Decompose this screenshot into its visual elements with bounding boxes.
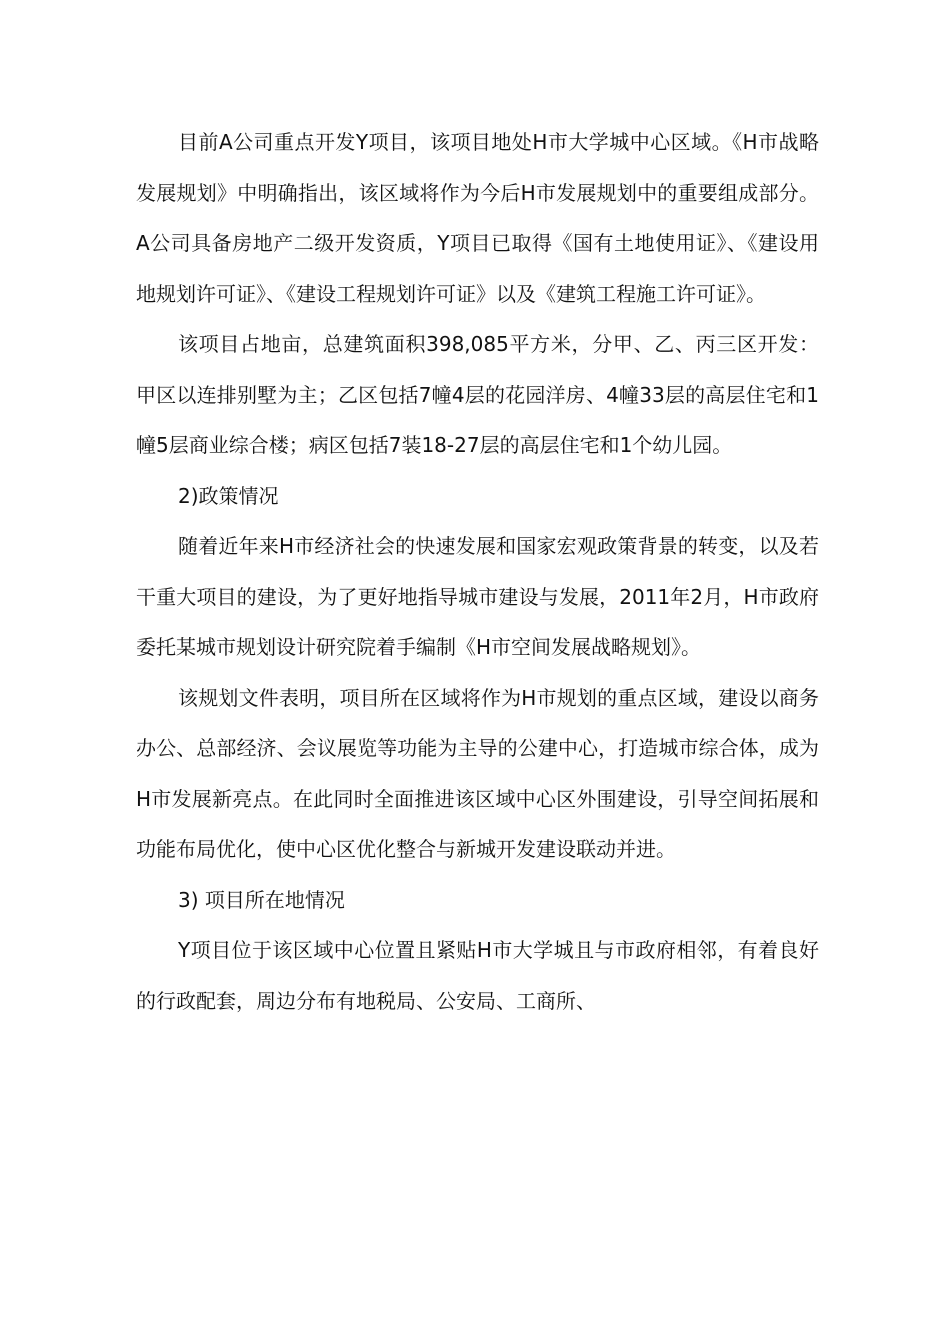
paragraph-policy-background: 随着近年来H市经济社会的快速发展和国家宏观政策背景的转变，以及若干重大项目的建设，为了更好地指导城市建设与发展，2011年2月，H市政府委托某城市规划设计研究院着手编制《H市空间发展战略规划》。 xyxy=(136,534,819,659)
paragraph-project-overview: 目前A公司重点开发Y项目，该项目地处H市大学城中心区域。《H市战略发展规划》中明确指出，该区域将作为今后H市发展规划中的重要组成部分。A公司具备房地产二级开发资质，Y项目已取得《国有土地使用证》、《建设用地规划许可证》、《建设工程规划许可证》以及《建筑工程施工许可证》。 xyxy=(136,130,819,306)
document-body xyxy=(136,117,819,1026)
paragraph-planning-document: 该规划文件表明，项目所在区域将作为H市规划的重点区域，建设以商务办公、总部经济、会议展览等功能为主导的公建中心，打造城市综合体，成为H市发展新亮点。在此同时全面推进该区域中心区外围建设，引导空间拓展和功能布局优化，使中心区优化整合与新城开发建设联动并进。 xyxy=(136,685,819,861)
section-heading-location: 3) 项目所在地情况 xyxy=(178,887,345,912)
paragraph-location-details: Y项目位于该区域中心位置且紧贴H市大学城且与市政府相邻，有着良好的行政配套，周边分布有地税局、公安局、工商所、 xyxy=(136,938,819,1013)
paragraph-project-scale: 该项目占地亩，总建筑面积398,085平方米，分甲、乙、丙三区开发：甲区以连排别墅为主；乙区包括7幢4层的花园洋房、4幢33层的高层住宅和1幢5层商业综合楼；病区包括7装18-27层的高层住宅和1个幼儿园。 xyxy=(136,332,819,457)
section-heading-policy: 2)政策情况 xyxy=(178,483,279,508)
